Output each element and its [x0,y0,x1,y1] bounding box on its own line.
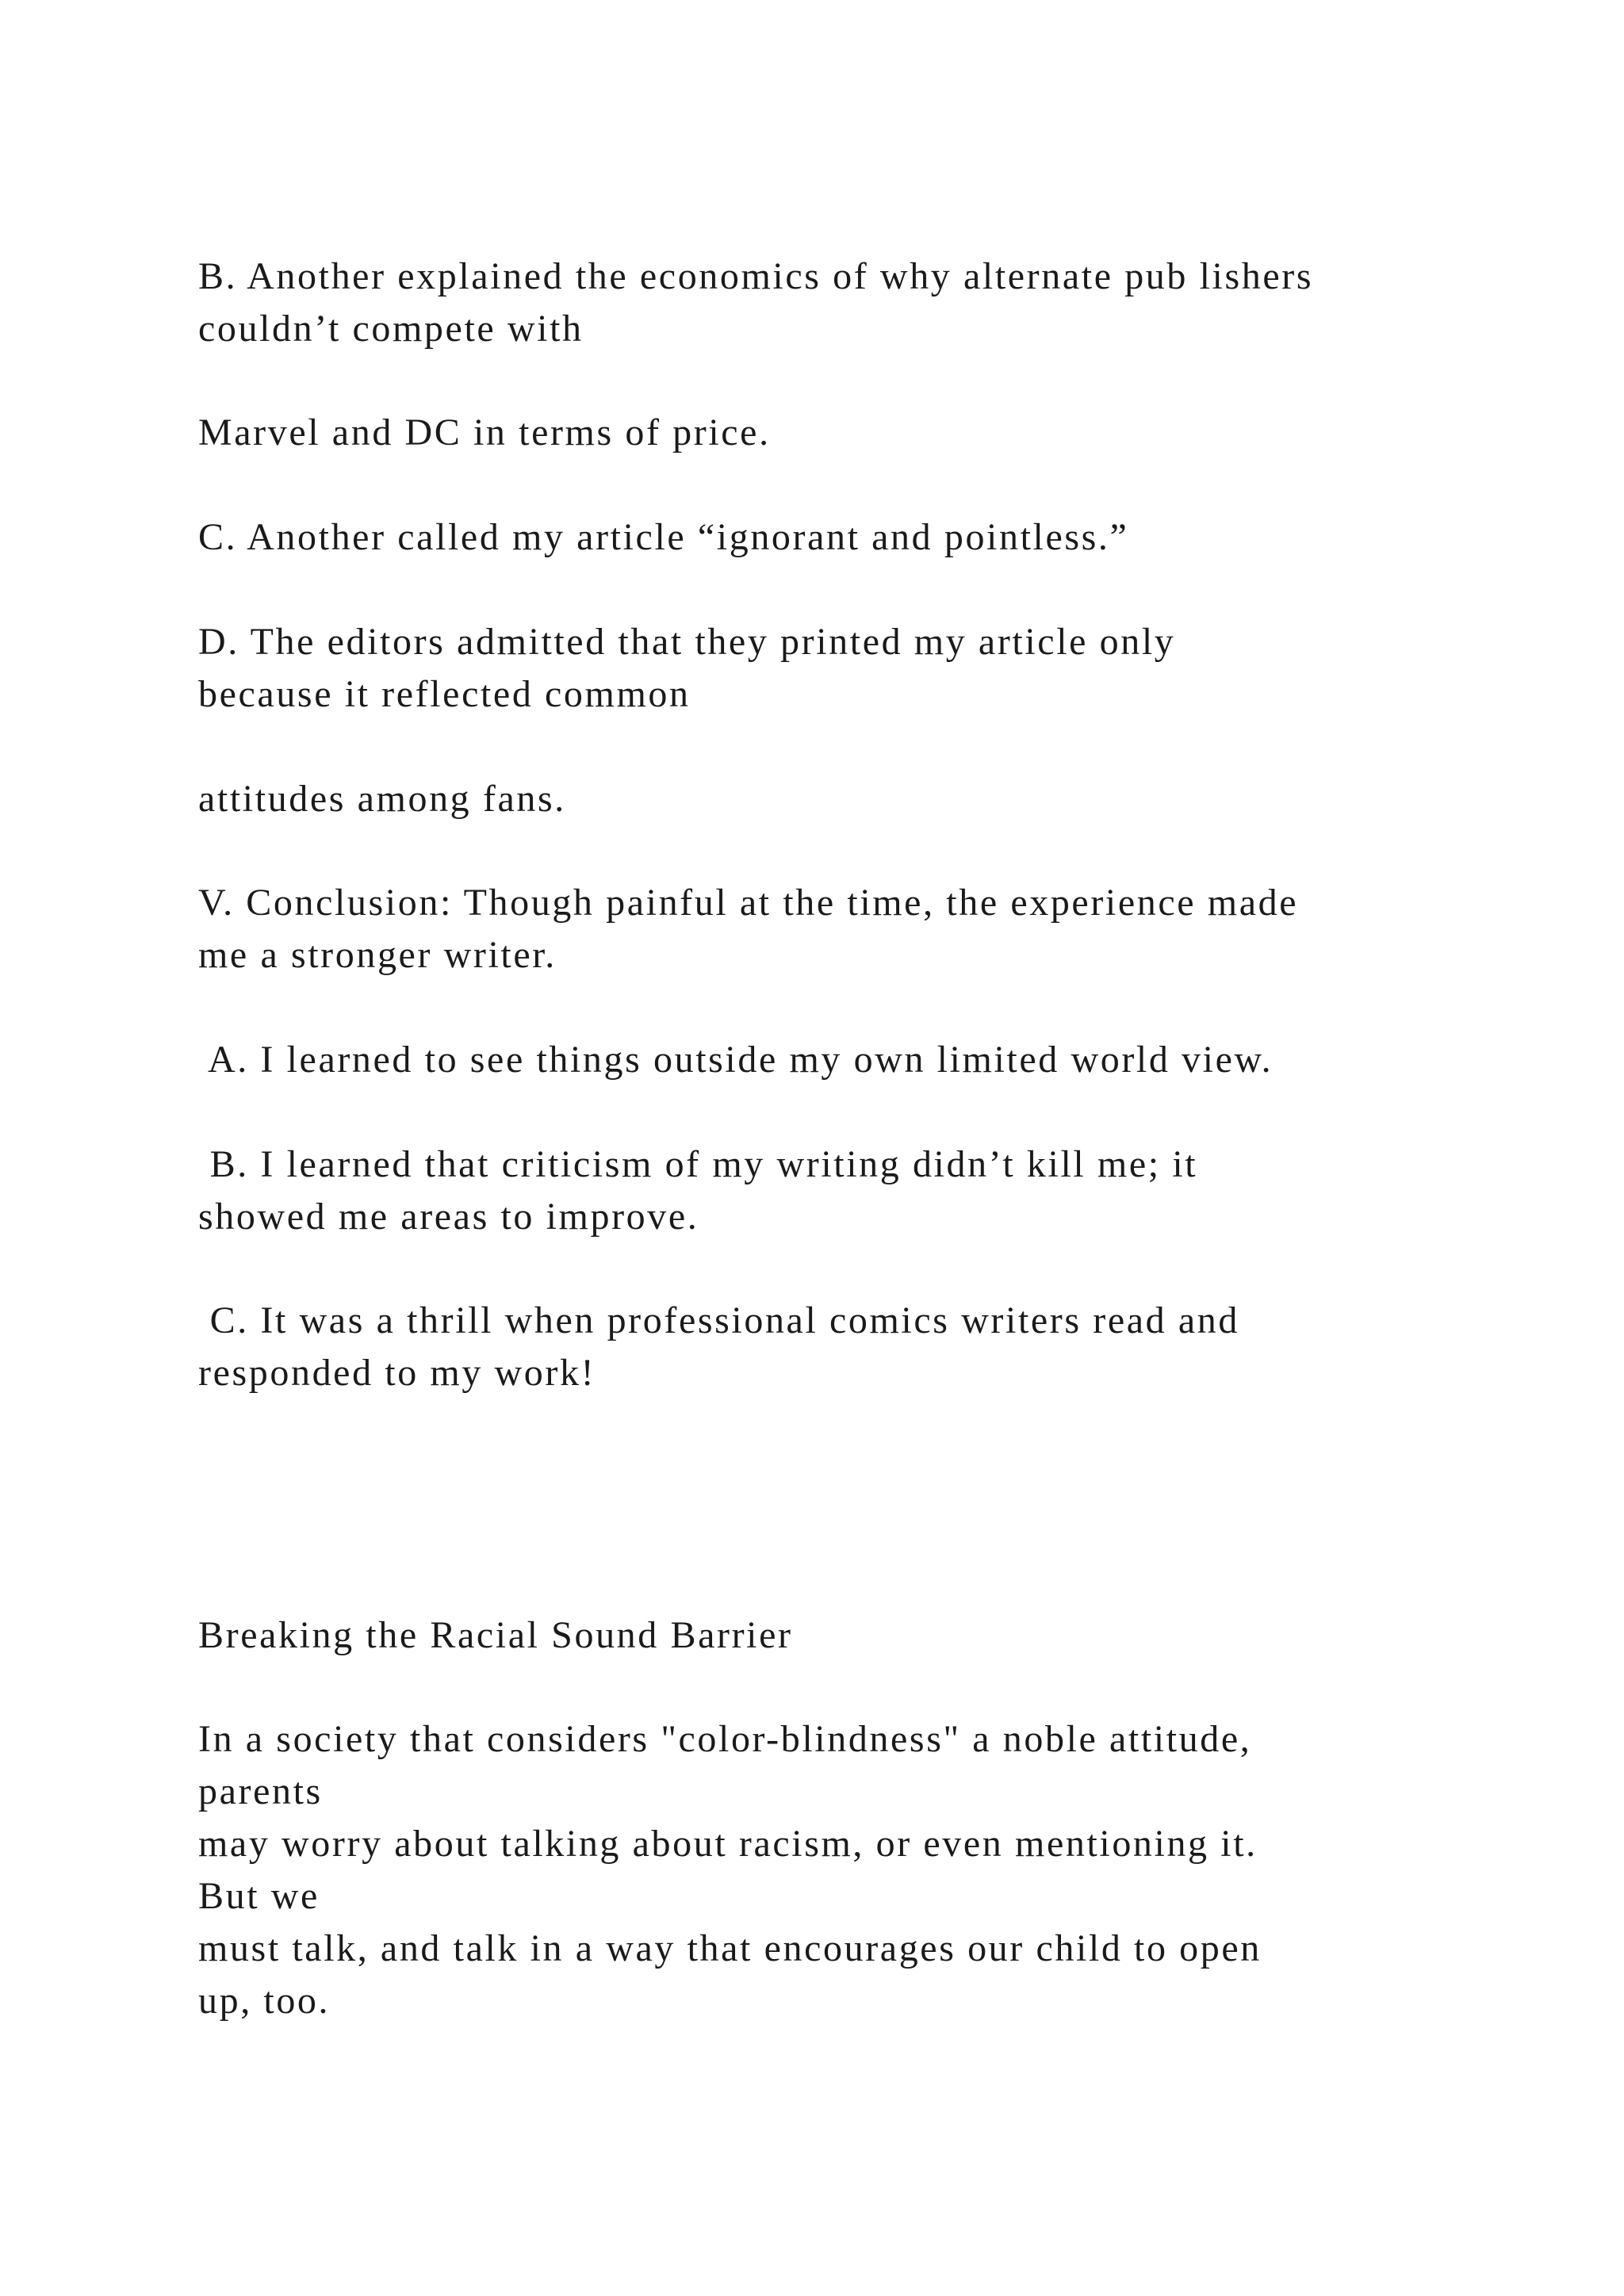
text-line: attitudes among fans. [198,778,566,820]
text-line: because it reflected common [198,673,691,715]
text-line: parents [198,1770,323,1812]
text-line: D. The editors admitted that they printed my article only [198,621,1176,663]
text-line: responded to my work! [198,1352,596,1394]
text-line: showed me areas to improve. [198,1196,699,1238]
text-line: But we [198,1875,320,1917]
text-line: me a stronger writer. [198,934,557,976]
text-line: C. Another called my article “ignorant and pointless.” [198,516,1129,558]
section-heading: Breaking the Racial Sound Barrier [198,1614,793,1656]
text-line: V. Conclusion: Though painful at the time, the experience made [198,882,1299,924]
text-line: may worry about talking about racism, or even mentioning it. [198,1823,1258,1865]
text-line: B. Another explained the economics of why alternate pub lishers [198,255,1314,297]
text-line: couldn’t compete with [198,308,584,350]
text-line: up, too. [198,1980,331,2022]
text-line: A. I learned to see things outside my own limited world view. [198,1039,1274,1081]
text-line: Marvel and DC in terms of price. [198,411,771,453]
text-line: In a society that considers "color-blindness" a noble attitude, [198,1718,1252,1760]
text-line: C. It was a thrill when professional comics writers read and [198,1299,1239,1341]
text-line: must talk, and talk in a way that encourages our child to open [198,1927,1262,1969]
text-line: B. I learned that criticism of my writing didn’t kill me; it [198,1143,1198,1185]
